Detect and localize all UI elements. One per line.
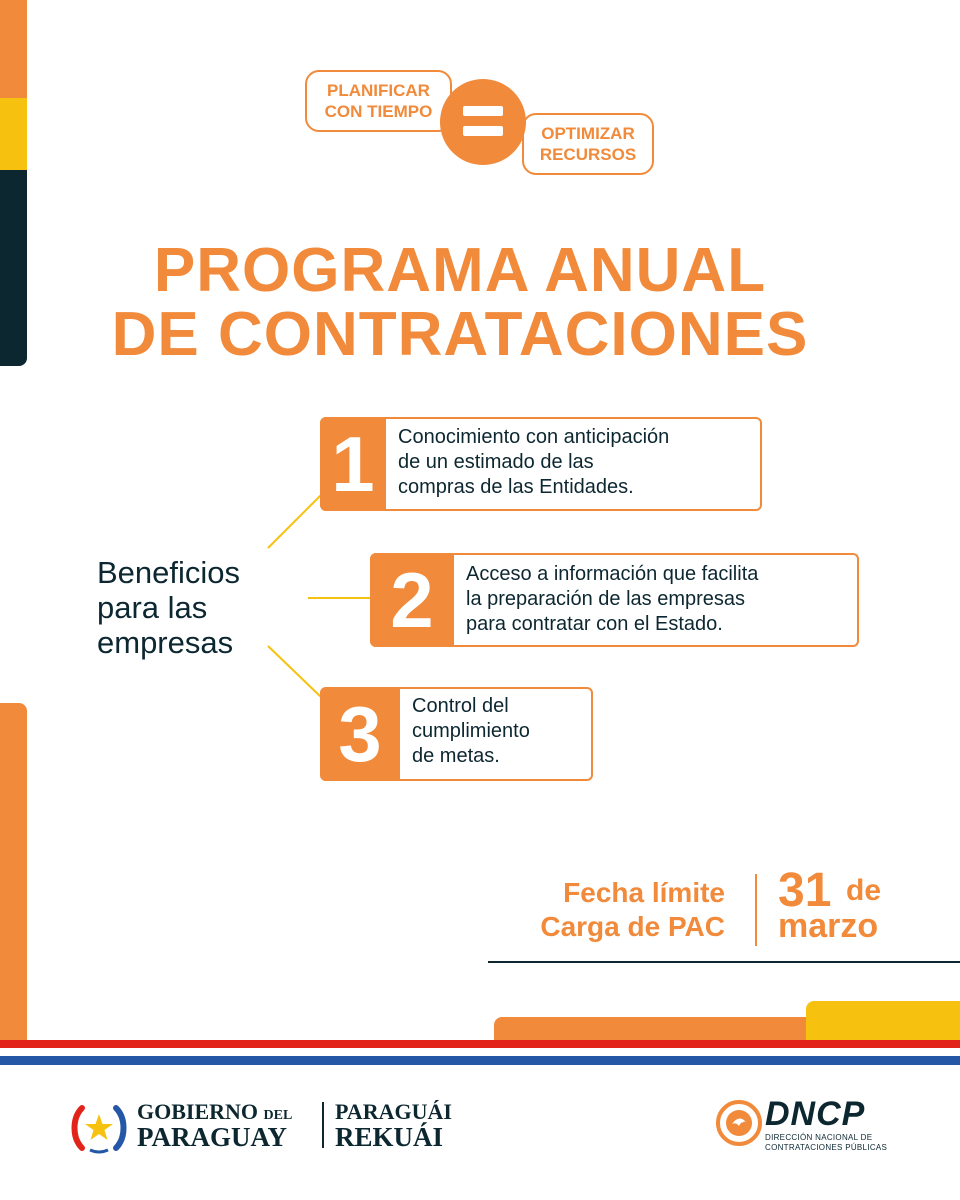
slogan-line1: PARAGUÁI	[335, 1099, 452, 1124]
benefits-heading-line1: Beneficios	[97, 555, 241, 590]
benefit-text-1	[398, 425, 758, 500]
benefit-3-line2: cumplimiento	[412, 720, 530, 742]
connector-3	[268, 646, 322, 698]
equals-bar-top	[463, 106, 503, 116]
benefit-1-line1: Conocimiento con anticipación	[398, 426, 670, 448]
dncp-subtitle-line2: CONTRATACIONES PÚBLICAS	[765, 1143, 888, 1152]
benefit-text-2	[466, 562, 856, 637]
dncp-subtitle-line1: DIRECCIÓN NACIONAL DE	[765, 1133, 873, 1142]
optimizar-line2: RECURSOS	[539, 145, 637, 164]
connector-1	[268, 494, 322, 548]
coat-of-arms-icon	[70, 1100, 128, 1154]
benefit-3-line3: de metas.	[412, 745, 500, 767]
flag-stripe-red	[0, 1040, 960, 1048]
bottom-accent-orange	[494, 1017, 814, 1041]
left-accent-bar-orange-bottom	[0, 703, 27, 1043]
benefit-2-line3: para contratar con el Estado.	[466, 613, 723, 635]
benefits-heading	[97, 555, 240, 660]
deadline-day: 31	[778, 864, 832, 917]
deadline-label-line2: Carga de PAC	[540, 911, 725, 942]
left-accent-bar-orange	[0, 0, 27, 98]
gov-logo-line2: PARAGUAY	[137, 1122, 288, 1152]
bottom-accent-yellow	[806, 1001, 960, 1041]
left-accent-bar-yellow	[0, 98, 27, 170]
dncp-logo-name: DNCP	[765, 1095, 866, 1133]
benefit-1-line3: compras de las Entidades.	[398, 476, 634, 498]
gov-logo-divider	[322, 1102, 324, 1148]
benefit-3-line1: Control del	[412, 695, 509, 717]
equals-icon	[440, 79, 526, 165]
benefits-heading-line3: empresas	[97, 625, 234, 660]
benefit-text-3	[412, 694, 592, 769]
page-title-line1: PROGRAMA ANUAL	[153, 236, 767, 305]
deadline-de: de	[846, 874, 882, 907]
optimizar-pill	[522, 113, 654, 175]
dncp-logo-subtitle	[765, 1133, 895, 1153]
planificar-line1: PLANIFICAR	[327, 81, 430, 100]
benefit-2-line1: Acceso a información que facilita	[466, 563, 759, 585]
gov-logo-gobierno: GOBIERNO	[137, 1099, 259, 1124]
deadline-month: marzo	[778, 907, 879, 945]
planificar-line2: CON TIEMPO	[324, 102, 433, 121]
deadline-label	[520, 876, 725, 944]
deadline-divider	[755, 874, 757, 946]
flag-stripe-blue	[0, 1056, 960, 1065]
dncp-lion-icon	[716, 1100, 762, 1146]
planificar-pill	[305, 70, 452, 132]
benefit-number-1: 1	[320, 417, 386, 511]
optimizar-line1: OPTIMIZAR	[541, 124, 635, 143]
benefit-number-3: 3	[320, 687, 400, 781]
deadline-label-line1: Fecha límite	[563, 877, 725, 908]
benefit-1-line2: de un estimado de las	[398, 451, 594, 473]
slogan-line2: REKUÁI	[335, 1122, 444, 1152]
equals-bar-bottom	[463, 126, 503, 136]
benefits-heading-line2: para las	[97, 590, 208, 625]
flag-stripe-white	[0, 1048, 960, 1056]
gov-logo-del: DEL	[263, 1108, 293, 1123]
benefit-2-line2: la preparación de las empresas	[466, 588, 746, 610]
page-title-line2: DE CONTRATACIONES	[111, 300, 809, 369]
benefit-number-2: 2	[370, 553, 454, 647]
deadline-underline	[488, 961, 960, 963]
